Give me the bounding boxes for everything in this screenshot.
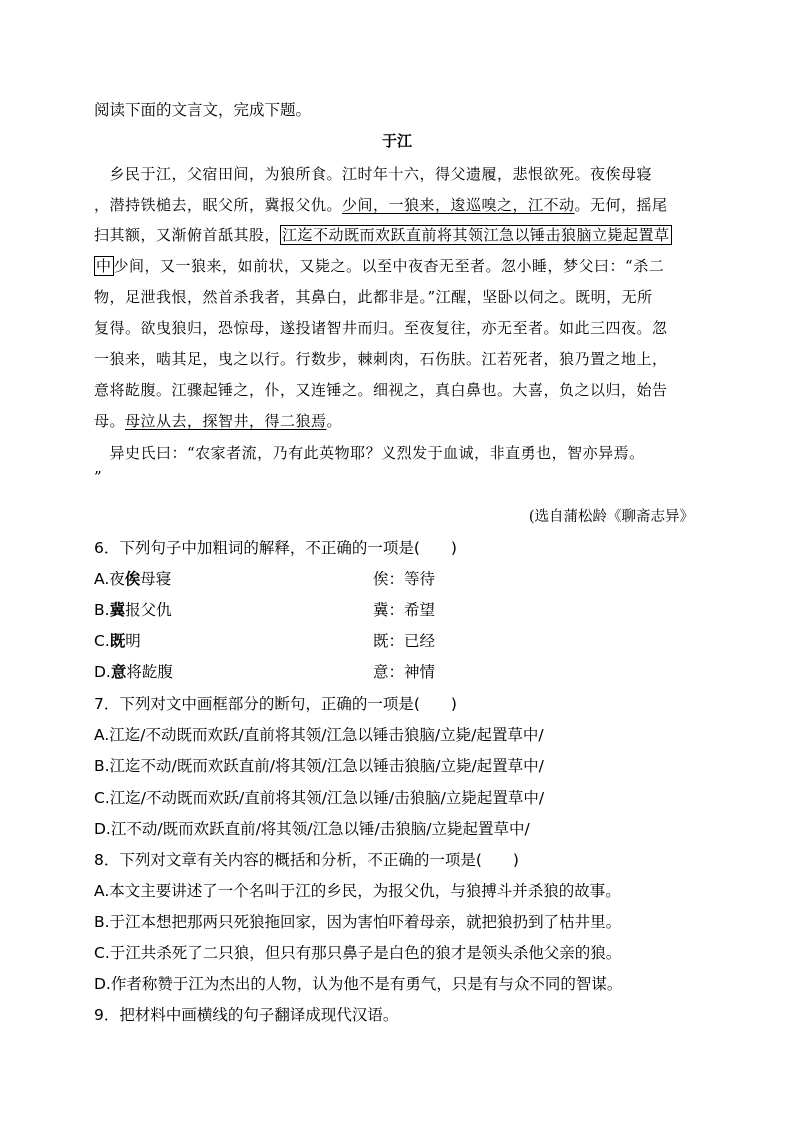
question-6-stem: 6．下列句子中加粗词的解释，不正确的一项是( ): [94, 539, 457, 557]
question-7-stem: 7．下列对文中画框部分的断句，正确的一项是( ): [94, 695, 457, 713]
boxed-passage-part-2: 中: [96, 257, 112, 275]
q6-option-d-explanation: 意：神情: [373, 663, 436, 681]
passage-line: 物，足泄我恨，然首杀我者，其鼻白，此都非是。”江醒，坚卧以伺之。既明，无所: [94, 288, 653, 306]
question-8-stem: 8．下列对文章有关内容的概括和分析，不正确的一项是( ): [94, 851, 519, 869]
passage-line: 意将龁腹。江骤起锤之，仆，又连锤之。细视之，真白鼻也。大喜，负之以归，始告: [94, 381, 668, 399]
passage-line: 复得。欲曳狼归，恐惊母，遂投诸智井而归。至夜复往，亦无至者。如此三四夜。忽: [94, 319, 668, 337]
passage-source: (选自蒲松龄《聊斋志异》: [528, 509, 694, 525]
passage-title: 于江: [381, 132, 412, 150]
passage-line: 母。母泣从去，探智井，得二狼焉。: [94, 412, 343, 430]
q6-option-b[interactable]: B.冀报父仇: [94, 601, 172, 619]
q7-option-d[interactable]: D.江不动/既而欢跃直前/将其领/江急以锤/击狼脑/立毙起置草中/: [94, 820, 530, 838]
passage-line: 扫其额，又渐俯首舐其股， 江迄不动既而欢跃直前将其领江急以锤击狼脑立毙起置草: [94, 226, 670, 244]
q8-option-d[interactable]: D.作者称赞于江为杰出的人物，认为他不是有勇气，只是有与众不同的智谋。: [94, 975, 623, 993]
q7-option-a[interactable]: A.江迄/不动既而欢跃/直前将其领/江急以锤击狼脑/立毙/起置草中/: [94, 726, 544, 744]
passage-line: 异史氏曰：“农家者流，乃有此英物耶？义烈发于血诚，非直勇也，智亦异焉。: [94, 444, 645, 462]
q6-option-d[interactable]: D.意将龁腹: [94, 663, 173, 681]
intro-instruction: 阅读下面的文言文，完成下题。: [94, 101, 312, 119]
q8-option-b[interactable]: B.于江本想把那两只死狼拖回家，因为害怕吓着母亲，就把狼扔到了枯井里。: [94, 913, 622, 931]
q8-option-c[interactable]: C.于江共杀死了二只狼，但只有那只鼻子是白色的狼才是领头杀他父亲的狼。: [94, 944, 622, 962]
q6-option-c-explanation: 既：已经: [373, 632, 436, 650]
boxed-passage-part-1: 江迄不动既而欢跃直前将其领江急以锤击狼脑立毙起置草: [282, 226, 670, 244]
passage-line: 乡民于江，父宿田间，为狼所食。江时年十六，得父遗履，悲恨欲死。夜俟母寝: [94, 165, 653, 183]
passage-line: ，潜持铁槌去，眠父所，冀报父仇。少间，一狼来，逡巡嗅之，江不动。无何，摇尾: [94, 196, 668, 214]
passage-line: ”: [94, 468, 103, 486]
q6-option-c[interactable]: C.既明: [94, 632, 141, 650]
q6-option-a-explanation: 俟：等待: [373, 570, 436, 588]
q7-option-c[interactable]: C.江迄/不动既而欢跃/直前将其领/江急以锤/击狼脑/立毙起置草中/: [94, 789, 545, 807]
q6-option-b-explanation: 冀：希望: [373, 601, 436, 619]
q8-option-a[interactable]: A.本文主要讲述了一个名叫于江的乡民，为报父仇，与狼搏斗并杀狼的故事。: [94, 882, 621, 900]
underlined-sentence-1: 少间，一狼来，逡巡嗅之，江不动: [342, 196, 575, 214]
passage-line: 中 少间，又一狼来，如前状，又毙之。以至中夜杳无至者。忽小睡，梦父曰：“杀二: [96, 257, 665, 275]
passage-line: 一狼来，啮其足，曳之以行。行数步，棘刺肉，石伤肤。江若死者，狼乃置之地上，: [94, 350, 668, 368]
underlined-sentence-2: 母泣从去，探智井，得二狼焉: [125, 412, 327, 430]
question-9-stem: 9．把材料中画横线的句子翻译成现代汉语。: [94, 1006, 399, 1024]
q6-option-a[interactable]: A.夜俟母寝: [94, 570, 172, 588]
q7-option-b[interactable]: B.江迄不动/既而欢跃直前/将其领/江急以锤击狼脑/立毙/起置草中/: [94, 757, 544, 775]
